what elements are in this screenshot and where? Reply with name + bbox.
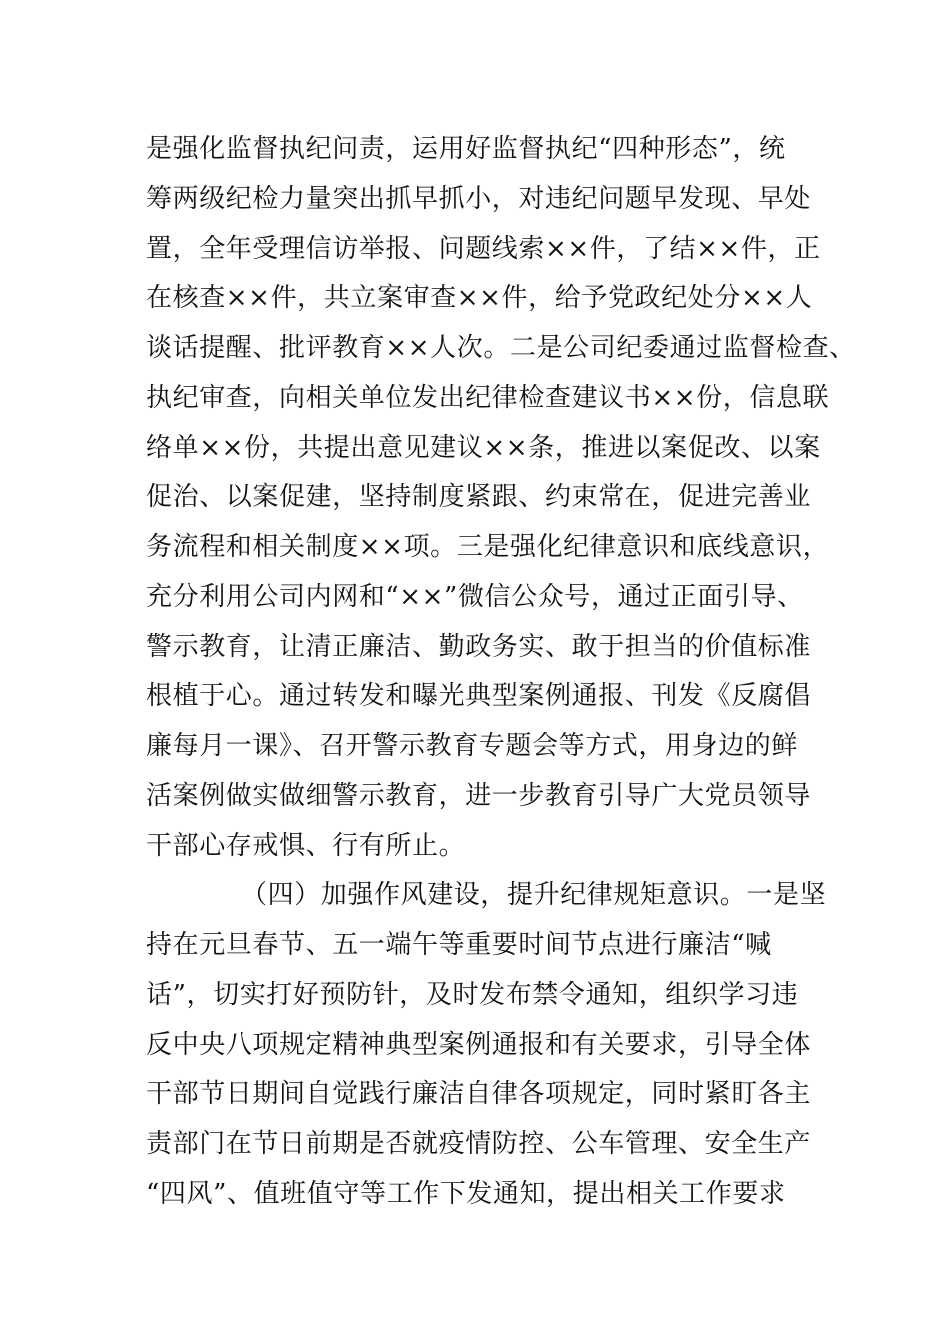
text-line-3: 置，全年受理信访举报、问题线索××件，了结××件，正 [146, 234, 821, 264]
text-line-1: 是强化监督执纪问责，运用好监督执纪“四种形态”，统 [146, 134, 786, 164]
text-line-17: 持在元旦春节、五一端午等重要时间节点进行廉洁“喊 [146, 930, 772, 960]
text-line-8: 促治、以案促建，坚持制度紧跟、约束常在，促进完善业 [146, 482, 812, 512]
text-line-11: 警示教育，让清正廉洁、勤政务实、敢于担当的价值标准 [146, 632, 812, 662]
text-line-20: 干部节日期间自觉践行廉洁自律各项规定，同时紧盯各主 [146, 1079, 812, 1109]
text-line-12: 根植于心。通过转发和曝光典型案例通报、刊发《反腐倡 [146, 681, 812, 711]
text-line-22: “四风”、值班值守等工作下发通知，提出相关工作要求 [146, 1179, 786, 1209]
text-line-6: 执纪审查，向相关单位发出纪律检查建议书××份，信息联 [146, 383, 830, 413]
text-line-14: 活案例做实做细警示教育，进一步教育引导广大党员领导 [146, 781, 812, 811]
text-line-7: 络单××份，共提出意见建议××条，推进以案促改、以案 [146, 433, 821, 463]
text-line-15: 干部心存戒惧、行有所止。 [146, 831, 466, 861]
section-heading-line: （四）加强作风建设，提升纪律规矩意识。一是坚 [241, 880, 827, 910]
text-line-13: 廉每月一课》、召开警示教育专题会等方式，用身边的鲜 [146, 731, 799, 761]
text-line-19: 反中央八项规定精神典型案例通报和有关要求，引导全体 [146, 1030, 812, 1060]
text-line-2: 筹两级纪检力量突出抓早抓小，对违纪问题早发现、早处 [146, 184, 812, 214]
text-line-5: 谈话提醒、批评教育××人次。二是公司纪委通过监督检查、 [146, 333, 856, 363]
text-line-10: 充分利用公司内网和“××”微信公众号，通过正面引导、 [146, 582, 804, 612]
text-line-9: 务流程和相关制度××项。三是强化纪律意识和底线意识， [146, 532, 830, 562]
text-line-18: 话”，切实打好预防针，及时发布禁令通知，组织学习违 [146, 980, 799, 1010]
text-line-4: 在核查××件，共立案审查××件，给予党政纪处分××人 [146, 283, 813, 313]
text-line-21: 责部门在节日前期是否就疫情防控、公车管理、安全生产 [146, 1129, 812, 1159]
